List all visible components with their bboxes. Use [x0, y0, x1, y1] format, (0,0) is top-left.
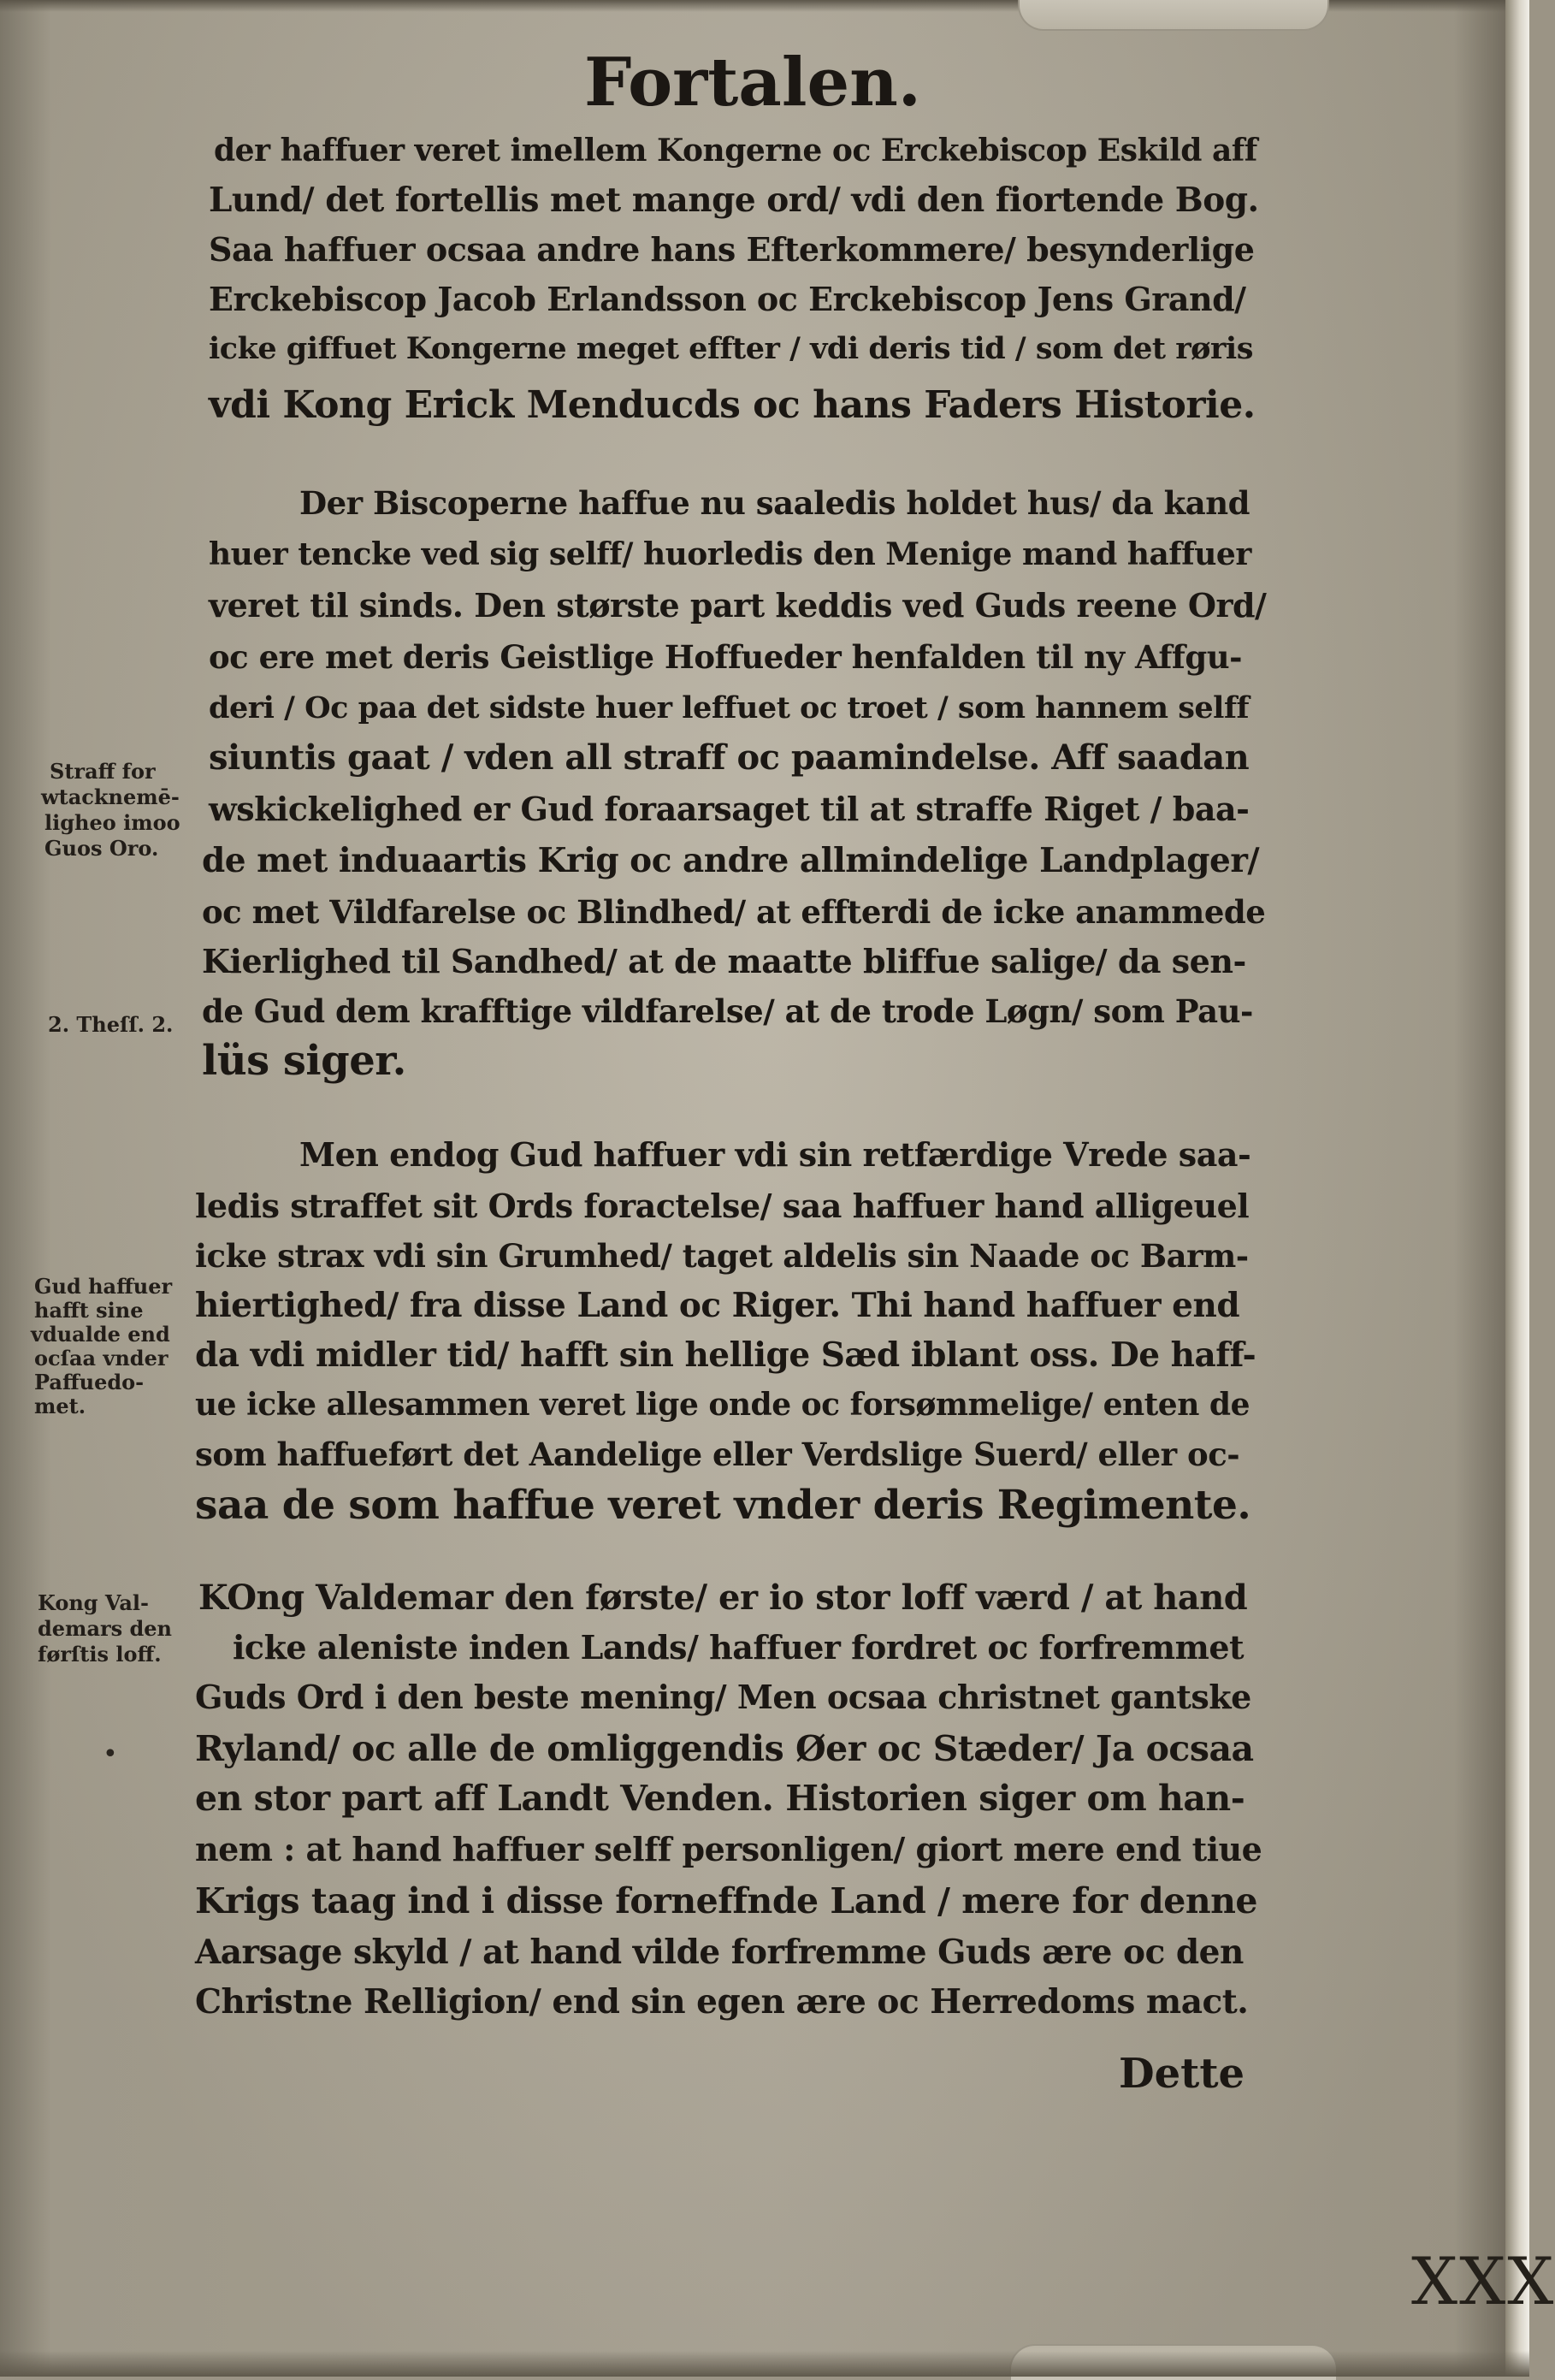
book-clamp-top: [1018, 0, 1329, 31]
text-line: Men endog Gud haffuer vdi sin retfærdige Vrede saa-: [299, 1135, 1251, 1174]
text-line: Saa haffuer ocsaa andre hans Efterkommere/ besynderlige: [209, 230, 1255, 269]
page-right-edge: [1505, 0, 1529, 2377]
running-head: Fortalen.: [584, 44, 921, 121]
text-line: vdi Kong Erick Menducds oc hans Faders Historie.: [209, 383, 1256, 427]
text-line: oc met Vildfarelse oc Blindhed/ at effterdi de icke anammede: [202, 893, 1266, 931]
text-line: lüs siger.: [202, 1037, 406, 1085]
text-line: hiertighed/ fra disse Land oc Riger. Thi hand haffuer end: [195, 1286, 1240, 1325]
text-line: Aarsage skyld / at hand vilde forfremme Guds ære oc den: [195, 1933, 1244, 1972]
note-line: wtacknemē-: [41, 784, 180, 809]
text-line: deri / Oc paa det sidste huer leffuet oc troet / som hannem selff: [209, 690, 1250, 725]
note-line: Kong Val-: [38, 1590, 149, 1615]
text-line: siuntis gaat / vden all straff oc paamindelse. Aff saadan: [209, 737, 1250, 778]
text-line: icke strax vdi sin Grumhed/ taget aldelis sin Naade oc Barm-: [195, 1237, 1249, 1275]
text-line: veret til sinds. Den største part keddis ved Guds reene Ord/: [209, 586, 1267, 625]
text-line: Erckebiscop Jacob Erlandsson oc Erckebiscop Jens Grand/: [209, 280, 1246, 318]
text-line: de Gud dem krafftige vildfarelse/ at de trode Løgn/ som Pau-: [202, 992, 1253, 1030]
text-line: saa de som haffue veret vnder deris Regimente.: [195, 1482, 1251, 1529]
text-line: da vdi midler tid/ hafft sin hellige Sæd iblant oss. De haff-: [195, 1335, 1256, 1375]
text-line: Christne Relligion/ end sin egen ære oc Herredoms mact.: [195, 1982, 1249, 2022]
note-line: met.: [34, 1394, 86, 1418]
note-line: Straff for: [50, 759, 156, 784]
text-line: Der Biscoperne haffue nu saaledis holdet hus/ da kand: [299, 484, 1250, 522]
text-line: Lund/ det fortellis met mange ord/ vdi den fiortende Bog.: [209, 181, 1259, 220]
note-line: ocſaa vnder: [34, 1346, 169, 1371]
text-line: Ryland/ oc alle de omliggendis Øer oc Stæder/ Ja ocsaa: [195, 1728, 1254, 1769]
note-line: 2. Theſſ. 2.: [48, 1012, 174, 1037]
text-line: icke aleniste inden Lands/ haffuer fordret oc forfremmet: [233, 1628, 1245, 1667]
catchword: Dette: [1119, 2050, 1245, 2098]
note-line: Guos Oro.: [44, 836, 159, 861]
page-bottom-shadow: [0, 2351, 1529, 2377]
text-line: en stor part aff Landt Venden. Historien siger om han-: [195, 1778, 1245, 1819]
folio-number: XXX: [1411, 2243, 1555, 2319]
text-line: oc ere met deris Geistlige Hoffueder henfalden til ny Affgu-: [209, 638, 1242, 676]
text-line: ue icke allesammen veret lige onde oc forsømmelige/ enten de: [195, 1387, 1250, 1423]
text-line: Krigs taag ind i disse forneffnde Land / mere for denne: [195, 1880, 1258, 1921]
text-line: Guds Ord i den beste mening/ Men ocsaa christnet gantske: [195, 1678, 1251, 1716]
note-line: demars den: [38, 1616, 173, 1641]
note-line: vdualde end: [31, 1322, 170, 1347]
note-line: Paffuedo-: [34, 1370, 145, 1394]
text-line: de met induaartis Krig oc andre allmindelige Landplager/: [202, 841, 1260, 880]
note-line: Gud haffuer: [34, 1274, 173, 1299]
note-line: hafft sine: [34, 1298, 144, 1323]
text-line: icke giffuet Kongerne meget effter / vdi deris tid / som det røris: [209, 331, 1253, 366]
text-line: der haffuer veret imellem Kongerne oc Erckebiscop Eskild aff: [214, 133, 1257, 169]
note-line: ligheo imoo: [44, 810, 180, 835]
note-line: førſtis loff.: [38, 1642, 162, 1667]
ink-dot: •: [103, 1739, 118, 1769]
text-line: Kierlighed til Sandhed/ at de maatte bliffue salige/ da sen-: [202, 942, 1246, 980]
text-line: nem : at hand haffuer selff personligen/ giort mere end tiue: [195, 1830, 1262, 1868]
text-line: wskickelighed er Gud foraarsaget til at straffe Riget / baa-: [209, 790, 1250, 828]
text-line: huer tencke ved sig selff/ huorledis den Menige mand haffuer: [209, 536, 1251, 572]
text-line: ledis straffet sit Ords foractelse/ saa haffuer hand alligeuel: [195, 1187, 1250, 1225]
text-line: som haffueført det Aandelige eller Verdslige Suerd/ eller oc-: [195, 1436, 1240, 1473]
text-line: KOng Valdemar den første/ er io stor loff værd / at hand: [198, 1578, 1248, 1618]
